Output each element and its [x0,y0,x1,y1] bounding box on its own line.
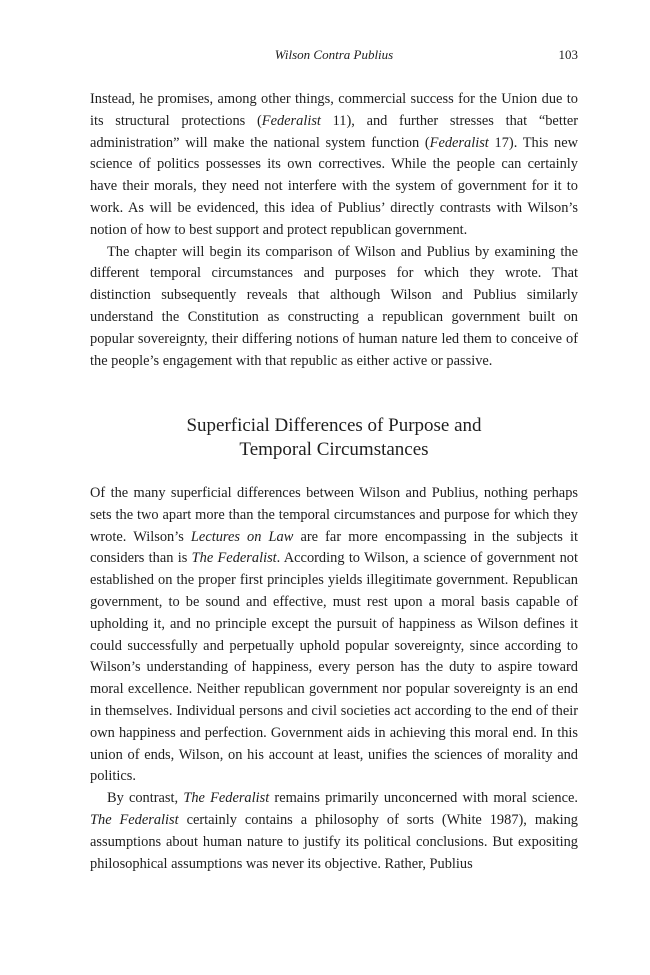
italic-title: The Federalist [183,790,270,807]
italic-title: Lectures on Law [190,528,294,545]
italic-title: The Federalist [191,550,277,567]
paragraph [90,242,578,373]
section-text-block [90,483,578,875]
text-run: Instead, he promises, among other things, commercial success for the Union due to its structural protections ( [90,91,578,129]
text-run: 11), and further stresses that “better administration” will make the national system function ( [90,112,578,151]
text-run: The chapter will begin its comparison of Wilson and Publius by examining the different temporal circumstances and purposes for which they wrote. That distinction subsequently reveals that although Wilson and Publius similarly understand the Constitution as constructing a republican government built on popular sovereignty, their differing notions of human nature led them to conceive of the people’s engagement with that republic as either active or passive. [90,243,578,369]
paragraph [90,89,578,242]
text-run: Of the many superficial differences between Wilson and Publius, nothing perhaps sets the two apart more than the temporal circumstances and purpose for which they wrote. Wilson’s [90,485,578,545]
italic-title: Federalist [429,134,489,151]
text-run: 17). This new science of politics possesses its own correctives. While the people can certainly have their morals, they need not interfere with the system of government for it to work. As will be evidenced, this idea of Publius’ directly contrasts with Wilson’s notion of how to best support and protect republican government. [90,134,578,238]
text-run: By contrast, [107,790,184,807]
text-run: remains primarily unconcerned with moral science. [269,790,578,807]
paragraph [90,788,578,875]
running-header [90,45,578,65]
text-run: certainly contains a philosophy of sorts (White 1987), making assumptions about human nature to justify its political conclusions. But expositing philosophical assumptions was never its objective. Rather, Publius [90,811,578,872]
intro-text-block [90,89,578,372]
italic-title: The Federalist [90,811,179,828]
italic-title: Federalist [261,112,321,129]
section-heading [90,414,578,462]
page-number: 103 [558,47,578,62]
text-run: . According to Wilson, a science of government not established on the proper first principles yields illegitimate government. Republican government, to be sound and effective, must rest upon a moral basis capable of upholding it, and no principle except the pursuit of happiness as Wilson defines it could successfully and perpetually uphold popular sovereignty, since according to Wilson’s understanding of happiness, every person has the duty to aspire toward moral excellence. Neither republican government nor popular sovereignty is an end in themselves. Individual persons and civil societies act according to the end of their own happiness and perfection. Government aids in achieving this moral end. In this union of ends, Wilson, on his account at least, unifies the sciences of morality and politics. [90,550,578,785]
text-run: are far more encompassing in the subjects it considers than is [90,528,578,567]
paragraph [90,483,578,788]
section-heading-line-1: Superficial Differences of Purpose and [186,415,482,436]
running-title: Wilson Contra Publius [274,47,394,62]
section-heading-line-2: Temporal Circumstances [239,439,429,460]
